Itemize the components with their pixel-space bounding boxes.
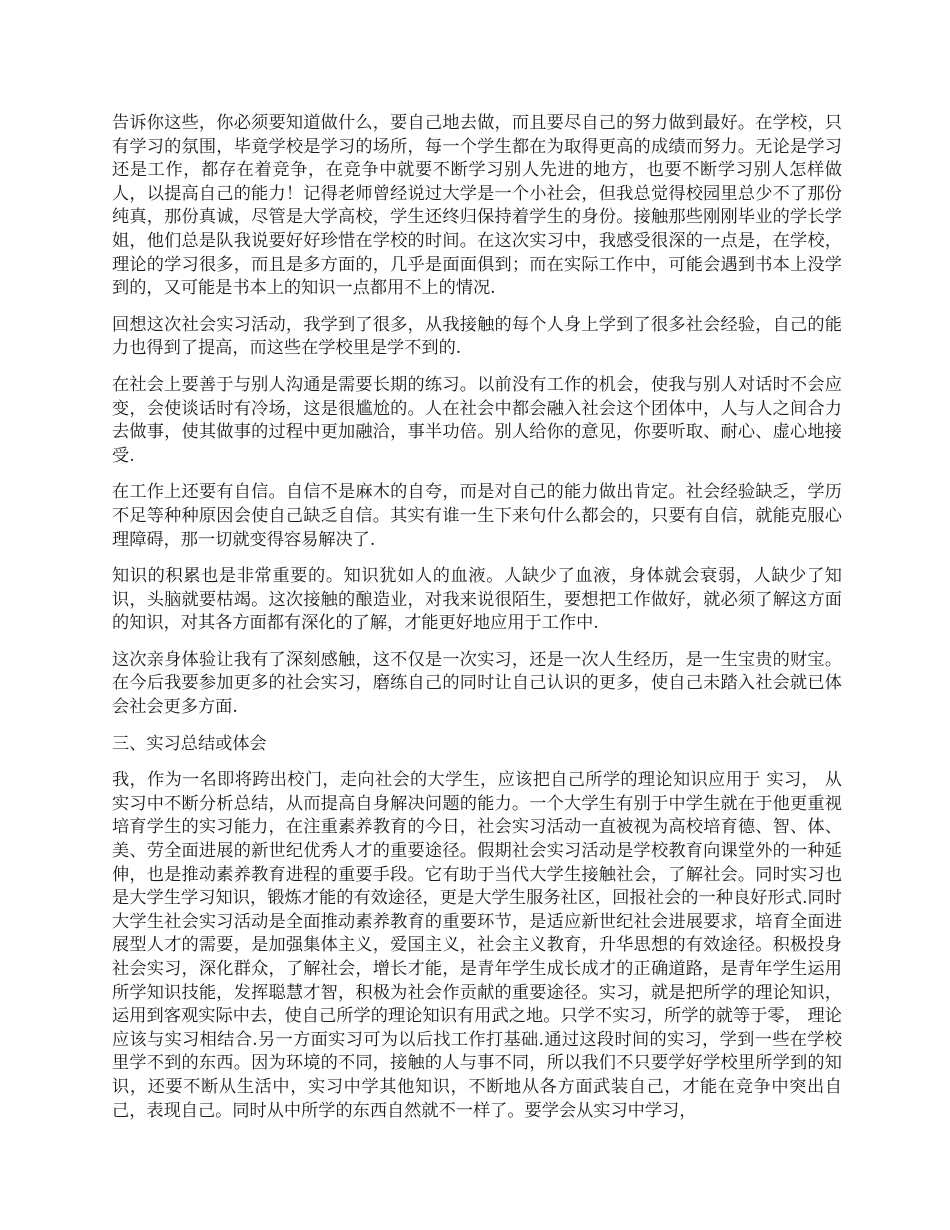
paragraph: 我，作为一名即将跨出校门，走向社会的大学生，应该把自己所学的理论知识应用于 实习， 从实习中不断分析总结，从而提高自身解决问题的能力。一个大学生有别于中学生就在于他更重视培育学生的实习能力，在注重素养教育的今日，社会实习活动一直被视为高校培育德、智、体、美、劳全面进展的新世纪优秀人才的重要途径。假期社会实习活动是学校教育向课堂外的一种延伸，也是推动素养教育进程的重要手段。它有助于当代大学生接触社会，了解社会。同时实习也是大学生学习知识，锻炼才能的有效途径，更是大学生服务社区，回报社会的一种良好形式.同时大学生社会实习活动是全面推动素养教育的重要环节，是适应新世纪社会进展要求，培育全面进展型人才的需要，是加强集体主义，爱国主义，社会主义教育，升华思想的有效途径。积极投身社会实习，深化群众，了解社会，增长才能，是青年学生成长成才的正确道路，是青年学生运用所学知识技能，发挥聪慧才智，积极为社会作贡献的重要途径。实习，就是把所学的理论知识，运用到客观实际中去，使自己所学的理论知识有用武之地。只学不实习，所学的就等于零， 理论应该与实习相结合.另一方面实习可为以后找工作打基础.通过这段时间的实习，学到一些在学校里学不到的东西。因为环境的不同，接触的人与事不同，所以我们不只要学好学校里所学到的知识，还要不断从生活中，实习中学其他知识，不断地从各方面武装自己，才能在竞争中突出自己，表现自己。同时从中所学的东西自然就不一样了。要学会从实习中学习， [112, 770, 842, 1121]
section-heading: 三、实习总结或体会 [112, 733, 267, 754]
paragraph: 回想这次社会实习活动，我学到了很多，从我接触的每个人身上学到了很多社会经验，自己的能力也得到了提高，而这些在学校里是学不到的. [112, 314, 842, 359]
paragraph: 在工作上还要有自信。自信不是麻木的自夸，而是对自己的能力做出肯定。社会经验缺乏，学历不足等种种原因会使自己缺乏自信。其实有谁一生下来句什么都会的，只要有自信，就能克服心理障碍，那一切就变得容易解决了. [112, 482, 842, 550]
paragraph: 在社会上要善于与别人沟通是需要长期的练习。以前没有工作的机会，使我与别人对话时不会应变，会使谈话时有冷场，这是很尴尬的。人在社会中都会融入社会这个团体中，人与人之间合力去做事，使其做事的过程中更加融洽，事半功倍。别人给你的意见，你要听取、耐心、虚心地接受. [112, 374, 842, 466]
document-body [112, 112, 842, 1136]
paragraph: 知识的积累也是非常重要的。知识犹如人的血液。人缺少了血液，身体就会衰弱，人缺少了知识，头脑就要枯竭。这次接触的酿造业，对我来说很陌生，要想把工作做好，就必须了解这方面的知识，对其各方面都有深化的了解，才能更好地应用于工作中. [112, 566, 842, 634]
paragraph: 告诉你这些，你必须要知道做什么，要自己地去做，而且要尽自己的努力做到最好。在学校，只有学习的氛围，毕竟学校是学习的场所，每一个学生都在为取得更高的成绩而努力。无论是学习还是工作，都存在着竞争，在竞争中就要不断学习别人先进的地方，也要不断学习别人怎样做人，以提高自己的能力！记得老师曾经说过大学是一个小社会，但我总觉得校园里总少不了那份纯真，那份真诚，尽管是大学高校，学生还终归保持着学生的身份。接触那些刚刚毕业的学长学姐，他们总是队我说要好好珍惜在学校的时间。在这次实习中，我感受很深的一点是，在学校，理论的学习很多，而且是多方面的，几乎是面面俱到；而在实际工作中，可能会遇到书本上没学到的，又可能是书本上的知识一点都用不上的情况. [112, 113, 842, 299]
paragraph: 这次亲身体验让我有了深刻感触，这不仅是一次实习，还是一次人生经历，是一生宝贵的财宝。在今后我要参加更多的社会实习，磨练自己的同时让自己认识的更多，使自己未踏入社会就已体会社会更多方面. [112, 649, 842, 718]
